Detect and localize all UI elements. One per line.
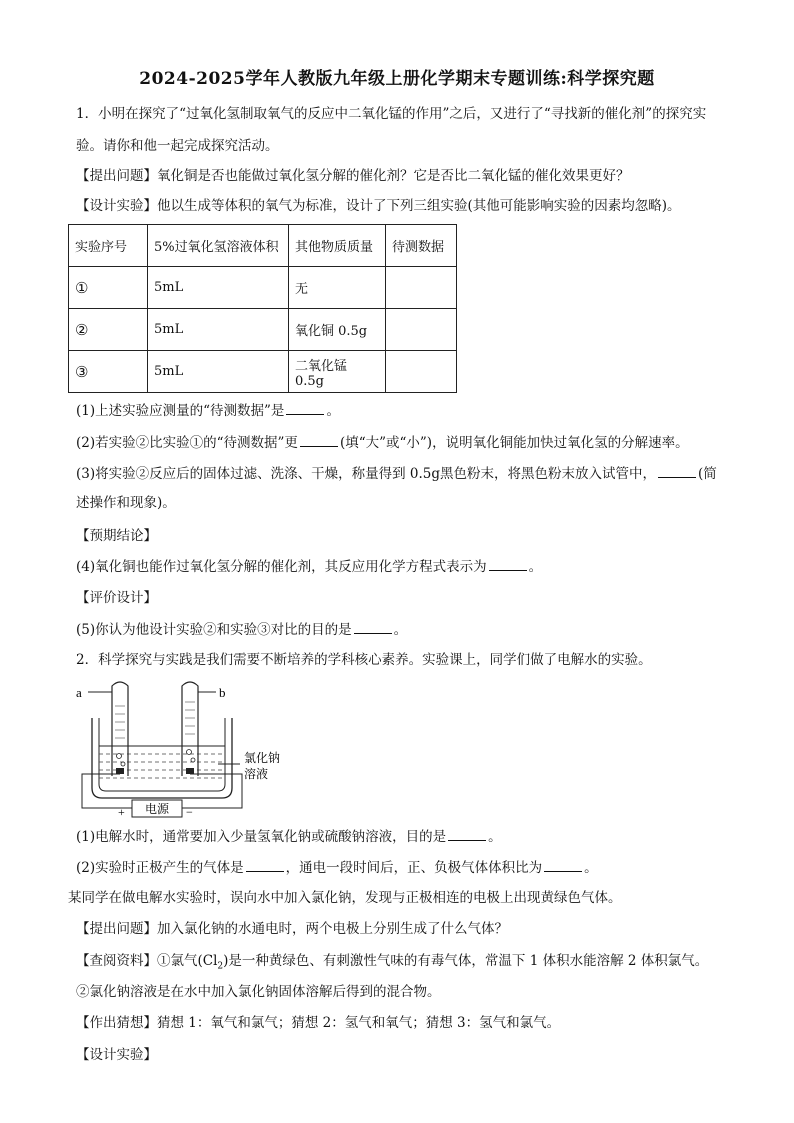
q1-sub5-text: (5)你认为他设计实验②和实验③对比的目的是	[76, 622, 352, 638]
q2-ref1-text: ①氯气(Cl	[157, 953, 218, 969]
q1-design-text: 他以生成等体积的氧气为标准，设计了下列三组实验(其他可能影响实验的因素均忽略)。	[157, 198, 681, 214]
q1-sub5-end: 。	[393, 622, 408, 638]
q2-guess-text: 猜想 1：氧气和氯气；猜想 2：氢气和氧气；猜想 3：氢气和氯气。	[157, 1015, 561, 1031]
q2-question-text: 加入氯化钠的水通电时，两个电极上分别生成了什么气体？	[157, 921, 508, 937]
label-a: a	[76, 685, 82, 700]
minus-sign: −	[186, 805, 193, 818]
q1-design-tag: 【设计实验】	[76, 198, 157, 214]
q2-note: 某同学在做电解水实验时，误向水中加入氯化钠，发现与正极相连的电极上出现黄绿色气体。	[68, 890, 622, 906]
q2-sub2-mid: ，通电一段时间后，正、负极气体体积比为	[285, 860, 543, 876]
q2-reference-1	[76, 951, 726, 977]
power-label: 电源	[144, 802, 170, 816]
table-header-cell: 实验序号	[69, 225, 148, 267]
electrode	[186, 768, 194, 774]
q2-question-tag: 【提出问题】	[76, 921, 157, 937]
answer-blank[interactable]	[448, 826, 486, 841]
table-cell: ①	[69, 267, 148, 309]
q1-sub3	[76, 463, 726, 484]
q2-sub1-end: 。	[488, 829, 502, 845]
q1-sub5	[76, 619, 726, 640]
q1-question-text: 氧化铜是否也能做过氧化氢分解的催化剂？它是否比二氧化锰的催化效果更好？	[157, 168, 630, 184]
q1-sub2-text: (2)若实验②比实验①的“待测数据”更	[76, 435, 298, 451]
q2-intro: 2．科学探究与实践是我们需要不断培养的学科核心素养。实验课上，同学们做了电解水的实验。	[76, 652, 652, 668]
gas-bubble	[187, 750, 192, 755]
q1-sub3-cont: 述操作和现象)。	[76, 495, 176, 511]
table-row	[69, 351, 457, 393]
table-cell	[386, 351, 457, 393]
table-header-row	[69, 225, 457, 267]
table-row	[69, 267, 457, 309]
q2-guess-tag: 【作出猜想】	[76, 1015, 157, 1031]
table-cell: ③	[69, 351, 148, 393]
table-cell: 氧化铜 0.5g	[289, 309, 386, 351]
trough-outline	[92, 718, 232, 798]
answer-blank[interactable]	[354, 619, 392, 634]
label-b: b	[219, 685, 226, 700]
answer-blank[interactable]	[286, 400, 324, 415]
table-cell: 二氧化锰 0.5g	[289, 351, 386, 393]
solution-label-line1: 氯化钠	[244, 751, 281, 765]
electrode	[116, 768, 124, 774]
q1-sub1	[76, 400, 726, 421]
plus-sign: +	[118, 805, 125, 818]
q2-design-tag: 【设计实验】	[76, 1047, 157, 1063]
q1-intro-line1: 1．小明在探究了“过氧化氢制取氧气的反应中二氧化锰的作用”之后，又进行了“寻找新的催化剂”的探究实	[76, 106, 707, 122]
q1-sub4-end: 。	[528, 559, 543, 575]
q1-sub4	[76, 556, 726, 577]
q1-sub3-end: (简	[698, 466, 717, 482]
table-cell: 无	[289, 267, 386, 309]
answer-blank[interactable]	[658, 463, 696, 478]
trough-inner	[99, 718, 225, 791]
table-header-cell: 待测数据	[386, 225, 457, 267]
solution-label-line2: 溶液	[244, 767, 269, 781]
q2-guess	[76, 1013, 726, 1033]
q2-ref-tag: 【查阅资料】	[76, 953, 157, 969]
q2-ref1-subscript: 2	[217, 961, 224, 972]
q2-sub1	[76, 826, 726, 847]
table-cell: 5mL	[148, 309, 289, 351]
answer-blank[interactable]	[489, 556, 527, 571]
table-cell	[386, 267, 457, 309]
table-header-cell: 5%过氧化氢溶液体积	[148, 225, 289, 267]
q2-sub2-end: 。	[584, 860, 598, 876]
q1-sub2-end: (填“大”或“小”)，说明氧化铜能加快过氧化氢的分解速率。	[339, 435, 689, 451]
q1-question-tag: 【提出问题】	[76, 168, 157, 184]
q1-intro-line2: 验。请你和他一起完成探究活动。	[76, 138, 279, 154]
q1-sub3-text: (3)将实验②反应后的固体过滤、洗涤、干燥，称量得到 0.5g黑色粉末，将黑色粉末放入试管中，	[76, 466, 657, 482]
q1-question	[76, 166, 726, 186]
gas-bubble	[191, 758, 195, 762]
table-cell: 5mL	[148, 267, 289, 309]
answer-blank[interactable]	[300, 432, 338, 447]
answer-blank[interactable]	[544, 857, 582, 872]
table-cell	[386, 309, 457, 351]
table-cell: 5mL	[148, 351, 289, 393]
q1-eval-tag: 【评价设计】	[76, 590, 157, 606]
q1-sub4-text: (4)氧化铜也能作过氧化氢分解的催化剂，其反应用化学方程式表示为	[76, 559, 487, 575]
q1-sub1-end: 。	[326, 403, 340, 419]
q1-sub2	[76, 432, 726, 453]
q1-sub1-text: (1)上述实验应测量的“待测数据”是	[76, 403, 285, 419]
q2-sub2-text: (2)实验时正极产生的气体是	[76, 860, 244, 876]
table-cell: ②	[69, 309, 148, 351]
electrolysis-apparatus-diagram	[72, 678, 292, 818]
gas-bubble	[121, 762, 125, 766]
answer-blank[interactable]	[246, 857, 284, 872]
table-header-cell: 其他物质质量	[289, 225, 386, 267]
page-title: 2024-2025学年人教版九年级上册化学期末专题训练:科学探究题	[139, 69, 655, 89]
q2-sub1-text: (1)电解水时，通常要加入少量氢氧化钠或硫酸钠溶液，目的是	[76, 829, 447, 845]
q1-conclusion-tag: 【预期结论】	[76, 528, 157, 544]
experiment-table	[68, 224, 457, 393]
table-row	[69, 309, 457, 351]
q2-question	[76, 919, 726, 939]
q2-ref1-text-cont: )是一种黄绿色、有刺激性气味的有毒气体，常温下 1 体积水能溶解 2 体积氯气。	[223, 953, 709, 969]
q2-sub2	[76, 857, 726, 878]
q1-design	[76, 196, 726, 216]
q2-reference-2: ②氯化钠溶液是在水中加入氯化钠固体溶解后得到的混合物。	[76, 984, 441, 1000]
gas-bubble	[117, 754, 122, 759]
